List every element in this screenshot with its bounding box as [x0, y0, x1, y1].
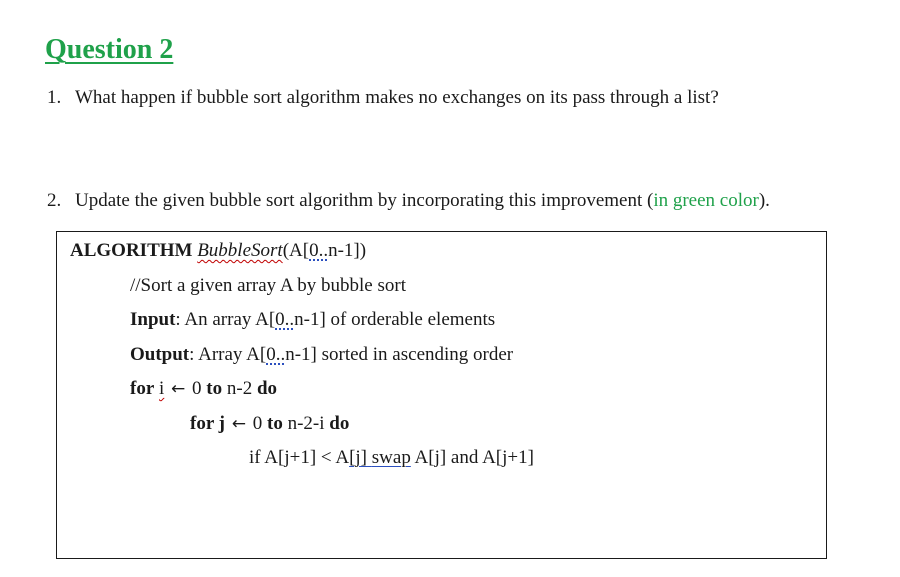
inner-do-keyword: do	[329, 413, 350, 434]
question-1-text: What happen if bubble sort algorithm makes no exchanges on its pass through a list?	[75, 87, 719, 108]
algorithm-params-range: 0..	[309, 240, 329, 261]
outer-loop-line	[130, 378, 277, 401]
inner-loop-end: n-2-i	[287, 413, 325, 434]
question-1	[47, 87, 719, 110]
outer-for-keyword: for	[130, 378, 155, 399]
inner-loop-line	[190, 413, 349, 436]
input-post: n-1] of orderable elements	[294, 309, 496, 330]
algorithm-params-close: n-1])	[328, 240, 367, 261]
question-2-text: Update the given bubble sort algorithm by incorporating this improvement (	[75, 190, 654, 211]
body-swap: swap	[371, 447, 411, 468]
question-heading: Question 2	[45, 34, 174, 65]
body-index: [j]	[349, 447, 368, 468]
algorithm-header	[70, 240, 366, 263]
body-post: A[j] and A[j+1]	[410, 447, 534, 468]
outer-loop-var: i	[159, 378, 165, 399]
input-label: Input	[130, 309, 176, 330]
algorithm-params-open: (A[	[282, 240, 310, 261]
body-condition: if A[j+1] < A	[249, 447, 350, 468]
outer-to-keyword: to	[206, 378, 223, 399]
loop-body-line	[249, 447, 534, 470]
question-2-text-end: ).	[758, 190, 770, 211]
question-1-number: 1.	[47, 87, 62, 108]
outer-do-keyword: do	[256, 378, 278, 399]
input-pre: : An array A[	[175, 309, 276, 330]
output-post: n-1] sorted in ascending order	[285, 344, 514, 365]
algorithm-box	[56, 231, 827, 559]
algorithm-output-line	[130, 344, 513, 367]
output-label: Output	[130, 344, 190, 365]
output-pre: : Array A[	[189, 344, 267, 365]
algorithm-input-line	[130, 309, 495, 332]
question-2-number: 2.	[47, 190, 62, 211]
question-2-green-text: in green color	[653, 190, 759, 211]
input-range: 0..	[275, 309, 295, 330]
inner-to-keyword: to	[267, 413, 283, 434]
inner-loop-start: 0	[252, 413, 263, 434]
left-arrow-icon: ←	[231, 414, 246, 434]
left-arrow-icon: ←	[171, 379, 186, 399]
outer-loop-end: n-2	[226, 378, 253, 399]
algorithm-keyword: ALGORITHM	[70, 240, 193, 261]
outer-loop-start: 0	[192, 378, 202, 399]
inner-for-keyword: for j	[190, 413, 225, 434]
algorithm-comment: //Sort a given array A by bubble sort	[130, 275, 406, 296]
output-range: 0..	[266, 344, 286, 365]
algorithm-name: BubbleSort	[197, 240, 283, 261]
question-2	[47, 190, 770, 213]
